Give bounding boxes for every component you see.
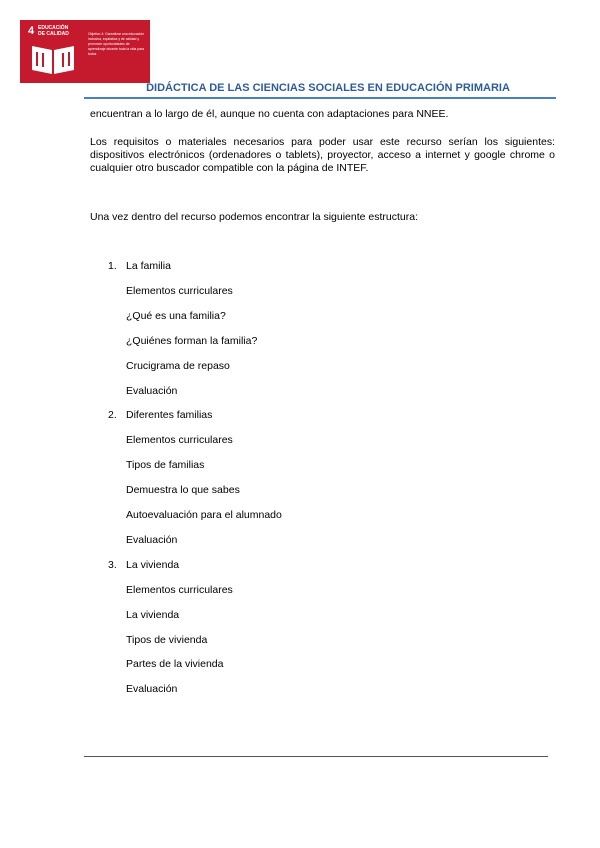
paragraph-requirements: Los requisitos o materiales necesarios para poder usar este recurso serían los siguientes: dispositivos electrónicos (ordenadores o tablets), proyector, acceso a internet y google chrome o cualquier otro buscador compatible con la página de INTEF. [90, 136, 555, 174]
section-item: La vivienda [126, 608, 180, 621]
section-item: Evaluación [126, 683, 178, 696]
book-icon [30, 42, 76, 76]
section-item: Tipos de vivienda [126, 633, 208, 646]
sdg-title: EDUCACIÓN DE CALIDAD [38, 25, 69, 37]
section-title: Diferentes familias [126, 409, 213, 422]
section-number: 3. [108, 558, 117, 571]
section-item: Crucigrama de repaso [126, 359, 230, 372]
paragraph-adaptations: encuentran a lo largo de él, aunque no cuenta con adaptaciones para NNEE. [90, 108, 449, 120]
sdg-number: 4 [28, 25, 35, 37]
paragraph-structure-intro: Una vez dentro del recurso podemos encontrar la siguiente estructura: [90, 211, 419, 223]
footer-divider [84, 756, 548, 757]
section-title: La vivienda [126, 558, 180, 571]
section-item: Elementos curriculares [126, 284, 233, 297]
section-item: Elementos curriculares [126, 434, 233, 447]
section-number: 2. [108, 409, 117, 422]
sdg-logo [20, 20, 150, 83]
section-item: ¿Qué es una familia? [126, 309, 226, 322]
section-item: Demuestra lo que sabes [126, 484, 240, 497]
section-title: La familia [126, 260, 171, 272]
section-item: Autoevaluación para el alumnado [126, 509, 282, 521]
section-item: Elementos curriculares [126, 583, 233, 596]
sdg-description: Objetivo 4: Garantizar una educación inclusiva, equitativa y de calidad y promover oportunidades de aprendizaje durante toda la vida para todos [88, 32, 144, 56]
page-header-title: DIDÁCTICA DE LAS CIENCIAS SOCIALES EN EDUCACIÓN PRIMARIA [146, 82, 510, 94]
section-item: Evaluación [126, 533, 178, 546]
section-item: Tipos de familias [126, 459, 205, 472]
section-item: Partes de la vivienda [126, 658, 224, 671]
section-item: Evaluación [126, 384, 178, 397]
section-item: ¿Quiénes forman la familia? [126, 334, 258, 347]
section-number: 1. [108, 260, 117, 272]
header-divider [84, 97, 556, 99]
